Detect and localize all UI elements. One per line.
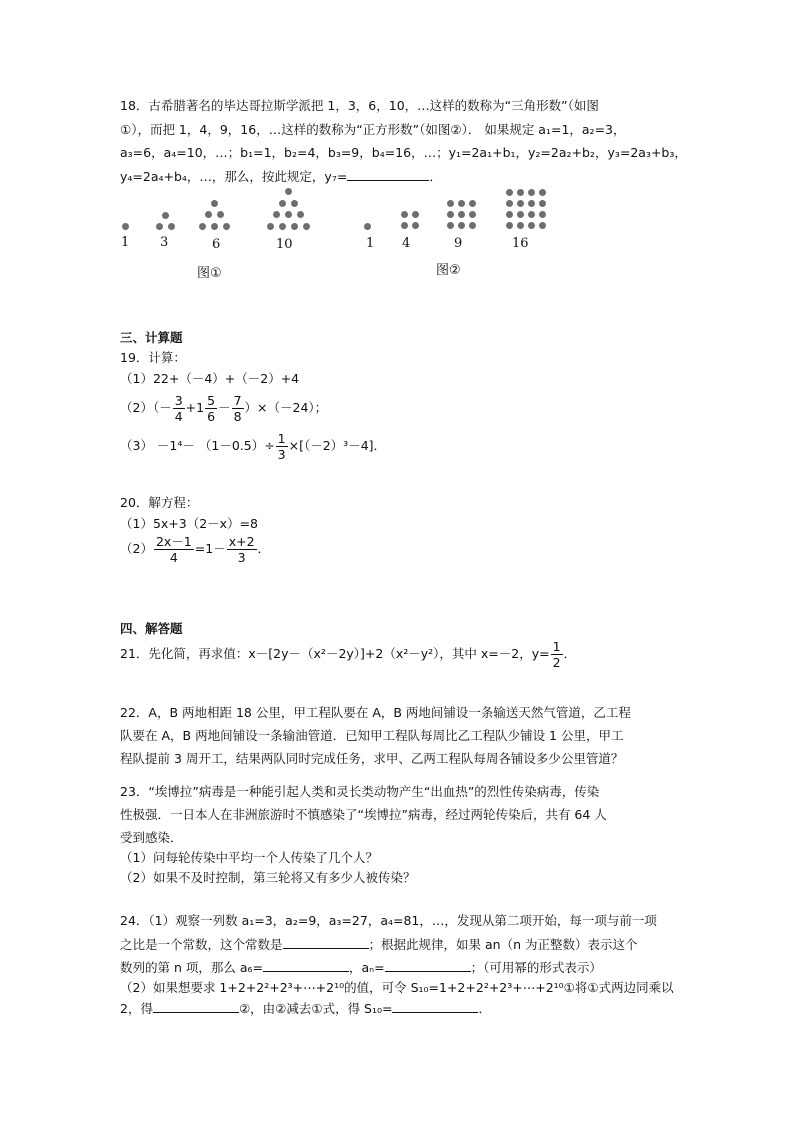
q24-line4: （2）如果想要求 1+2+2²+2³+⋯+2¹⁰的值，可令 S₁₀=1+2+2²+2³+⋯+2¹⁰①将①式两边同乘以 xyxy=(120,980,674,995)
sq-dot xyxy=(506,211,513,218)
q20-2-suffix: ． xyxy=(257,541,271,556)
q24-line2 xyxy=(120,936,637,953)
tri-label: 6 xyxy=(212,237,221,252)
q19-title: 19．计算： xyxy=(120,350,186,365)
tri-dot xyxy=(285,188,292,195)
q23-line: （2）如果不及时控制，第三轮将又有多少人被传染？ xyxy=(120,870,416,885)
figure2-caption: 图② xyxy=(436,263,461,278)
sq-dot xyxy=(517,211,524,218)
q21-suffix: ． xyxy=(563,646,577,661)
sq-dot xyxy=(469,211,476,218)
sq-dot xyxy=(539,222,546,229)
sq-dot xyxy=(447,211,454,218)
tri-dot xyxy=(168,223,175,230)
q24-l2a: 之比是一个常数，这个常数是 xyxy=(120,937,283,952)
q18-answer-blank xyxy=(347,168,429,181)
tri-dot xyxy=(205,211,212,218)
frac-den: 2 xyxy=(552,655,561,670)
q19-2-mid2: － xyxy=(218,400,231,415)
tri-dot xyxy=(291,223,298,230)
frac-num: x+2 xyxy=(228,534,255,549)
frac-num: 7 xyxy=(233,393,242,408)
figure1-caption: 图① xyxy=(197,266,222,281)
q24-l2b: ；根据此规律，如果 an（n 为正整数）表示这个 xyxy=(368,937,638,952)
section3-heading: 三、计算题 xyxy=(120,330,183,345)
q24-l5c: ． xyxy=(478,1001,491,1016)
q24-l5b: ②，由②减去①式，得 S₁₀= xyxy=(238,1001,393,1016)
sq-dot xyxy=(517,222,524,229)
q18-line4-text: y₄=2a₄+b₄，…，那么，按此规定，y₇= xyxy=(120,169,348,184)
frac-den: 4 xyxy=(174,409,183,424)
tri-dot xyxy=(211,200,218,207)
frac-num: 2x－1 xyxy=(155,534,192,549)
q19-2-prefix: （2）（－ xyxy=(120,400,172,415)
q18-line2: ①），而把 1，4，9，16，…这样的数称为“正方形数”（如图②）． 如果规定 a₁=1，a₂=3， xyxy=(120,122,626,137)
sq-dot xyxy=(539,211,546,218)
fraction xyxy=(276,431,288,462)
sq-label: 16 xyxy=(512,236,529,251)
fraction xyxy=(205,393,217,424)
tri-dot xyxy=(156,223,163,230)
tri-dot xyxy=(291,200,298,207)
tri-dot xyxy=(279,223,286,230)
tri-dot xyxy=(273,211,280,218)
q18-line1: 18．古希腊著名的毕达哥拉斯学派把 1，3，6，10，…这样的数称为“三角形数”（如图 xyxy=(120,98,599,113)
sq-dot xyxy=(517,189,524,196)
tri-dot xyxy=(267,223,274,230)
q21 xyxy=(120,638,576,670)
frac-num: 1 xyxy=(277,431,286,446)
sq-label: 4 xyxy=(402,236,411,251)
q23-line: 性极强．一日本人在非洲旅游时不慎感染了“埃博拉”病毒，经过两轮传染后，共有 64 人 xyxy=(120,807,607,822)
q20-2-prefix: （2） xyxy=(120,541,153,556)
tri-dot xyxy=(199,223,206,230)
tri-dot xyxy=(303,223,310,230)
sq-dot xyxy=(528,211,535,218)
q19-3-suffix: ×[（－2）³－4]． xyxy=(288,438,387,453)
tri-dot xyxy=(279,200,286,207)
tri-dot xyxy=(217,211,224,218)
q23-line: 受到感染． xyxy=(120,830,183,845)
q18-line3: a₃=6，a₄=10，…；b₁=1，b₂=4，b₃=9，b₄=16，…；y₁=2a₁+b₁，y₂=2a₂+b₂，y₃=2a₃+b₃， xyxy=(120,145,687,160)
q18-line4: y₄=2a₄+b₄，…，那么，按此规定，y₇= ． xyxy=(120,169,442,184)
sq-dot xyxy=(401,211,408,218)
sq-dot xyxy=(447,200,454,207)
q20-part1: （1）5x+3（2－x）=8 xyxy=(120,516,259,531)
sq-dot xyxy=(401,222,408,229)
q19-part2 xyxy=(120,392,327,424)
q22-line: 22．A，B 两地相距 18 公里，甲工程队要在 A，B 两地间铺设一条输送天然气管道，乙工程 xyxy=(120,705,631,720)
fraction xyxy=(154,534,194,565)
sq-label: 9 xyxy=(454,236,463,251)
fraction xyxy=(232,393,244,424)
sq-dot xyxy=(506,200,513,207)
frac-den: 6 xyxy=(207,409,216,424)
q24-s10-blank xyxy=(392,1000,478,1013)
q24-line5 xyxy=(120,1000,491,1017)
sq-dot xyxy=(447,222,454,229)
q19-3-prefix: （3） －1⁴－ （1－0.5）÷ xyxy=(120,438,275,453)
sq-dot xyxy=(506,222,513,229)
sq-dot xyxy=(364,223,371,230)
sq-dot xyxy=(528,222,535,229)
frac-den: 4 xyxy=(169,550,178,565)
q21-prefix: 21．先化简，再求值：x－[2y－（x²－2y）]+2（x²－y²），其中 x=－2，y= xyxy=(120,646,550,661)
q24-line1: 24．（1）观察一列数 a₁=3，a₂=9，a₃=27，a₄=81，…，发现从第二项开始，每一项与前一项 xyxy=(120,913,657,928)
q24-l5a: 2，得 xyxy=(120,1001,153,1016)
q20-title: 20．解方程： xyxy=(120,495,199,510)
sq-dot xyxy=(517,200,524,207)
tri-dot xyxy=(297,211,304,218)
q19-2-mid1: +1 xyxy=(185,400,205,415)
fraction xyxy=(227,534,257,565)
sq-dot xyxy=(469,222,476,229)
frac-num: 1 xyxy=(552,639,561,654)
frac-den: 3 xyxy=(277,447,286,462)
fraction xyxy=(173,393,185,424)
q24-eq2-blank xyxy=(153,1000,239,1013)
q19-part3 xyxy=(120,430,386,462)
q24-a6-blank xyxy=(263,959,349,972)
q20-2-mid: =1－ xyxy=(194,541,226,556)
frac-den: 8 xyxy=(233,409,242,424)
sq-dot xyxy=(528,200,535,207)
sq-dot xyxy=(469,200,476,207)
q24-line3 xyxy=(120,959,602,976)
frac-den: 3 xyxy=(237,550,246,565)
sq-dot xyxy=(412,211,419,218)
q24-l3b: ，aₙ= xyxy=(349,960,385,975)
tri-dot xyxy=(223,223,230,230)
sq-label: 1 xyxy=(366,236,375,251)
q24-l3c: ；（可用幂的形式表示） xyxy=(470,960,602,975)
tri-dot xyxy=(211,223,218,230)
sq-dot xyxy=(506,189,513,196)
fraction xyxy=(551,639,563,670)
q22-line: 程队提前 3 周开工，结果两队同时完成任务，求甲、乙两工程队每周各铺设多少公里管道？ xyxy=(120,751,624,766)
tri-dot xyxy=(122,223,129,230)
q20-part2 xyxy=(120,533,270,565)
sq-dot xyxy=(458,211,465,218)
q23-line: 23．“埃博拉”病毒是一种能引起人类和灵长类动物产生“出血热”的烈性传染病毒，传染 xyxy=(120,784,600,799)
sq-dot xyxy=(412,222,419,229)
frac-num: 3 xyxy=(174,393,183,408)
section4-heading: 四、解答题 xyxy=(120,621,183,636)
sq-dot xyxy=(539,200,546,207)
tri-dot xyxy=(162,212,169,219)
q19-2-suffix: ）×（－24）； xyxy=(244,400,328,415)
q19-part1: （1）22+（－4）+（－2）+4 xyxy=(120,371,300,386)
tri-dot xyxy=(285,211,292,218)
q24-an-blank xyxy=(385,959,471,972)
tri-label: 10 xyxy=(276,237,293,252)
tri-label: 3 xyxy=(160,235,169,250)
q23-line: （1）问每轮传染中平均一个人传染了几个人？ xyxy=(120,850,378,865)
q22-line: 队要在 A，B 两地间铺设一条输油管道．已知甲工程队每周比乙工程队少铺设 1 公里，甲工 xyxy=(120,728,624,743)
q24-ratio-blank xyxy=(283,936,369,949)
tri-label: 1 xyxy=(121,235,130,250)
q24-l3a: 数列的第 n 项，那么 a₆= xyxy=(120,960,263,975)
sq-dot xyxy=(458,200,465,207)
sq-dot xyxy=(528,189,535,196)
sq-dot xyxy=(539,189,546,196)
frac-num: 5 xyxy=(207,393,216,408)
sq-dot xyxy=(458,222,465,229)
